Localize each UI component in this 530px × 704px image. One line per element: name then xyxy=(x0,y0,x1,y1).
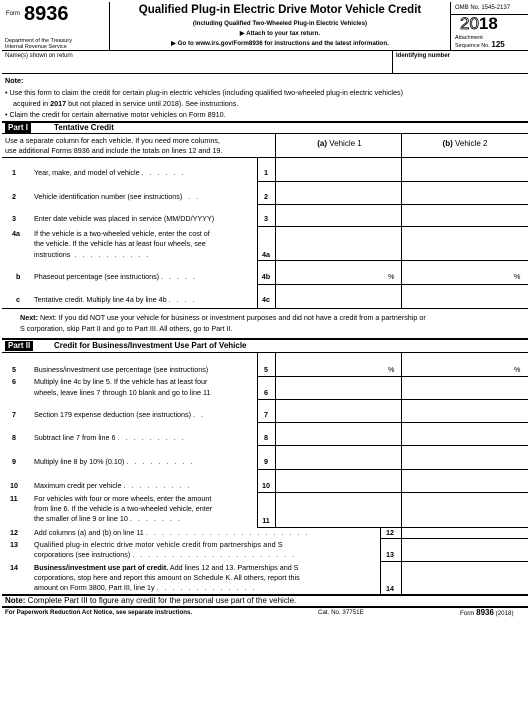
line-6-a-field[interactable] xyxy=(277,378,400,398)
line-6-b-field[interactable] xyxy=(403,378,527,398)
box-4c-label: 4c xyxy=(262,295,270,304)
line-2-number: 2 xyxy=(12,192,16,201)
box-10-label: 10 xyxy=(262,481,270,490)
line-5-b-percent: % xyxy=(514,365,521,374)
col-a-header: (a) Vehicle 1 xyxy=(317,139,362,148)
note-bullet-2: • Claim the credit for certain alternative motor vehicles on Form 8910. xyxy=(5,110,226,119)
line-4a-b-field[interactable] xyxy=(403,228,527,259)
id-field[interactable] xyxy=(396,60,524,72)
sequence-label: Sequence No. 125 xyxy=(455,40,505,49)
line-8-text: Subtract line 7 from line 6 . . . . . . . . . xyxy=(34,433,186,442)
line-9-number: 9 xyxy=(12,457,16,466)
box-5-label: 5 xyxy=(264,365,268,374)
name-label: Name(s) shown on return xyxy=(5,53,73,59)
box-7-label: 7 xyxy=(264,410,268,419)
box-14-label: 14 xyxy=(386,584,394,593)
paperwork-notice: For Paperwork Reduction Act Notice, see separate instructions. xyxy=(5,609,193,616)
line-10-a-field[interactable] xyxy=(277,471,400,491)
line-14-text-1: Business/investment use part of credit. Add lines 12 and 13. Partnerships and S xyxy=(34,563,299,572)
line-11-a-field[interactable] xyxy=(277,494,400,526)
line-14-text-2: corporations, stop here and report this amount on Schedule K. All others, report this xyxy=(34,573,300,582)
line-6-text-2: wheels, leave lines 7 through 10 blank and go to line 11 xyxy=(34,388,211,397)
box-2-label: 2 xyxy=(264,192,268,201)
line-3-text: Enter date vehicle was placed in service (MM/DD/YYYY) xyxy=(34,214,215,223)
line-1-text: Year, make, and model of vehicle . . . . . . xyxy=(34,168,186,177)
footer-form-id: Form 8936 (2018) xyxy=(460,608,514,617)
name-field[interactable] xyxy=(5,60,390,72)
line-13-text-2: corporations (see instructions) . . . . . . . . . . . . . . . . . . . . . xyxy=(34,550,297,559)
note-heading: Note: xyxy=(5,76,24,85)
catalog-number: Cat. No. 37751E xyxy=(318,609,364,616)
box-8-label: 8 xyxy=(264,433,268,442)
line-4a-a-field[interactable] xyxy=(277,228,400,259)
line-7-text: Section 179 expense deduction (see instructions) . . xyxy=(34,410,206,419)
box-4a-label: 4a xyxy=(262,250,270,259)
next-instruction-1: Next: Next: If you did NOT use your vehicle for business or investment purposes and did not have a credit from a partnership or xyxy=(20,313,426,322)
line-6-text-1: Multiply line 4c by line 5. If the vehicle has at least four xyxy=(34,377,208,386)
box-3-label: 3 xyxy=(264,214,268,223)
line-7-a-field[interactable] xyxy=(277,401,400,421)
line-4b-b-field[interactable] xyxy=(403,262,513,283)
box-12-label: 12 xyxy=(386,528,394,537)
note-bullet-1b: acquired in 2017 but not placed in service until 2018). See instructions. xyxy=(13,99,239,108)
box-11-label: 11 xyxy=(262,516,270,525)
box-9-label: 9 xyxy=(264,457,268,466)
form-label: Form xyxy=(6,11,20,17)
part2-title: Credit for Business/Investment Use Part of Vehicle xyxy=(54,341,247,350)
dept-label: Department of the Treasury xyxy=(5,38,72,44)
line-14-field[interactable] xyxy=(403,563,527,593)
line-8-b-field[interactable] xyxy=(403,424,527,444)
form-subtitle: (Including Qualified Two-Wheeled Plug-in Electric Vehicles) xyxy=(192,20,368,27)
line-11-text-2: from line 6. If the vehicle is a two-wheeled vehicle, enter xyxy=(34,504,213,513)
line-4b-a-field[interactable] xyxy=(277,262,387,283)
form-title: Qualified Plug-in Electric Drive Motor Vehicle Credit xyxy=(138,4,422,16)
line-12-text: Add columns (a) and (b) on line 11 . . . . . . . . . . . . . . . . . . . . . xyxy=(34,528,310,537)
part2-label: Part II xyxy=(5,341,33,351)
line-4b-text: Phaseout percentage (see instructions) . . . . . xyxy=(34,272,198,281)
line-12-field[interactable] xyxy=(403,528,527,538)
line-4c-text: Tentative credit. Multiply line 4a by line 4b . . . . xyxy=(34,295,197,304)
note-bullet-1a: • Use this form to claim the credit for certain plug-in electric vehicles (including qualified two-wheeled plug-in electric vehicles) xyxy=(5,88,404,97)
col-b-header: (b) Vehicle 2 xyxy=(442,139,488,148)
line-5-number: 5 xyxy=(12,365,16,374)
line-1-a-field[interactable] xyxy=(277,160,400,180)
line-1-number: 1 xyxy=(12,168,16,177)
line-3-a-field[interactable] xyxy=(277,206,400,225)
line-4b-a-percent: % xyxy=(388,272,395,281)
box-13-label: 13 xyxy=(386,550,394,559)
line-8-a-field[interactable] xyxy=(277,424,400,444)
next-instruction-2: S corporation, skip Part II and go to Part III. All others, go to Part II. xyxy=(20,324,233,333)
line-4b-number: b xyxy=(16,272,21,281)
line-4c-a-field[interactable] xyxy=(277,286,400,307)
line-3-b-field[interactable] xyxy=(403,206,527,225)
line-14-text-3: amount on Form 3800, Part III, line 1y . . . . . . . . . . . . . xyxy=(34,583,257,592)
part1-intro-2: use additional Forms 8936 and include the totals on lines 12 and 19. xyxy=(5,146,223,155)
line-12-number: 12 xyxy=(10,528,18,537)
line-1-b-field[interactable] xyxy=(403,160,527,180)
line-9-a-field[interactable] xyxy=(277,447,400,468)
line-3-number: 3 xyxy=(12,214,16,223)
line-4a-text-2: the vehicle. If the vehicle has at least four wheels, see xyxy=(34,239,206,248)
line-11-b-field[interactable] xyxy=(403,494,527,526)
line-10-number: 10 xyxy=(10,481,18,490)
line-7-number: 7 xyxy=(12,410,16,419)
irs-label: Internal Revenue Service xyxy=(5,44,67,50)
line-13-number: 13 xyxy=(10,540,18,549)
attach-instruction: ▶ Attach to your tax return. xyxy=(239,30,321,37)
box-1-label: 1 xyxy=(264,168,268,177)
line-10-text: Maximum credit per vehicle . . . . . . . . . xyxy=(34,481,192,490)
line-5-a-percent: % xyxy=(388,365,395,374)
line-9-text: Multiply line 8 by 10% (0.10) . . . . . . . . . xyxy=(34,457,195,466)
line-2-text: Vehicle identification number (see instructions) . . xyxy=(34,192,201,201)
part3-note: Note: Complete Part III to figure any credit for the personal use part of the vehicle. xyxy=(5,596,297,605)
line-4b-b-percent: % xyxy=(514,272,521,281)
part1-title: Tentative Credit xyxy=(54,123,114,132)
line-2-a-field[interactable] xyxy=(277,183,400,203)
line-6-number: 6 xyxy=(12,377,16,386)
line-10-b-field[interactable] xyxy=(403,471,527,491)
line-9-b-field[interactable] xyxy=(403,447,527,468)
line-13-field[interactable] xyxy=(403,540,527,560)
line-11-text-1: For vehicles with four or more wheels, enter the amount xyxy=(34,494,212,503)
line-13-text-1: Qualified plug-in electric drive motor vehicle credit from partnerships and S xyxy=(34,540,283,549)
omb-number: OMB No. 1545-2137 xyxy=(455,5,511,11)
line-5-text: Business/investment use percentage (see instructions) xyxy=(34,365,209,374)
part1-intro-1: Use a separate column for each vehicle. If you need more columns, xyxy=(5,136,220,145)
line-4a-number: 4a xyxy=(12,229,20,238)
id-label: Identifying number xyxy=(396,53,450,59)
part1-label: Part I xyxy=(5,123,31,133)
box-4b-label: 4b xyxy=(261,272,271,281)
line-2-b-field[interactable] xyxy=(403,183,527,203)
line-4c-number: c xyxy=(16,295,20,304)
line-8-number: 8 xyxy=(12,433,16,442)
line-4a-text-1: If the vehicle is a two-wheeled vehicle, enter the cost of xyxy=(34,229,210,238)
form-number: 8936 xyxy=(24,3,69,25)
line-14-number: 14 xyxy=(10,563,18,572)
line-4a-text-3: instructions . . . . . . . . . . xyxy=(34,250,151,259)
line-5-b-field[interactable] xyxy=(403,355,513,375)
line-4c-b-field[interactable] xyxy=(403,286,527,307)
line-7-b-field[interactable] xyxy=(403,401,527,421)
tax-year: 2018 xyxy=(460,14,498,33)
box-6-label: 6 xyxy=(264,388,268,397)
line-11-text-3: the smaller of line 9 or line 10 . . . . . . . xyxy=(34,514,182,523)
line-5-a-field[interactable] xyxy=(277,355,387,375)
goto-instruction: ▶ Go to www.irs.gov/Form8936 for instructions and the latest information. xyxy=(171,40,389,47)
line-11-number: 11 xyxy=(10,494,18,503)
attachment-label: Attachment xyxy=(455,35,483,41)
